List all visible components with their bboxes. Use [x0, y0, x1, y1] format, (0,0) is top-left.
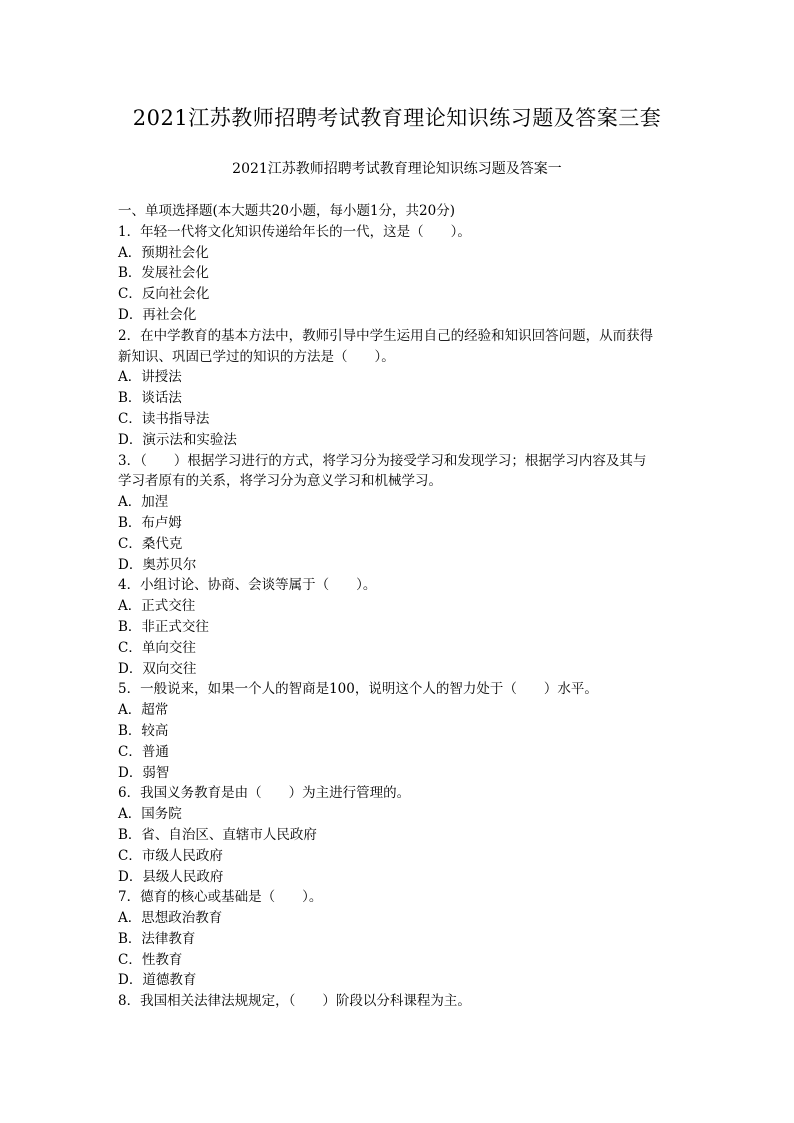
text-line: 6．我国义务教育是由（ ）为主进行管理的。 [118, 785, 411, 802]
text-line: C．桑代克 [118, 535, 183, 552]
text-line: A．讲授法 [118, 369, 182, 386]
text-line: C．读书指导法 [118, 410, 210, 427]
text-line: D．双向交往 [118, 660, 197, 677]
text-line: 学习者原有的关系，将学习分为意义学习和机械学习。 [118, 473, 442, 490]
section-title: 2021江苏教师招聘考试教育理论知识练习题及答案一 [232, 161, 562, 177]
text-line: 7．德育的核心或基础是（ ）。 [118, 889, 323, 906]
text-line: B．发展社会化 [118, 265, 209, 282]
text-line: C．性教育 [118, 951, 183, 968]
text-line: 3．（ ）根据学习进行的方式，将学习分为接受学习和发现学习；根据学习内容及其与 [118, 452, 647, 469]
text-line: B．法律教育 [118, 930, 196, 947]
text-line: A．国务院 [118, 806, 182, 823]
text-line: D．再社会化 [118, 306, 197, 323]
question-list [118, 201, 678, 1012]
text-line: 2．在中学教育的基本方法中，教师引导中学生运用自己的经验和知识回答问题，从而获得 [118, 327, 654, 344]
text-line: C．普通 [118, 743, 169, 760]
text-line: 8．我国相关法律法规规定，（ ）阶段以分科课程为主。 [118, 993, 471, 1010]
text-line: 一、单项选择题(本大题共20小题，每小题1分，共20分) [118, 203, 455, 219]
text-line: 1．年轻一代将文化知识传递给年长的一代，这是（ ）。 [118, 223, 471, 240]
text-line: C．反向社会化 [118, 286, 210, 303]
text-line: D．弱智 [118, 764, 170, 781]
text-line: A．思想政治教育 [118, 910, 223, 927]
text-line: A．预期社会化 [118, 244, 209, 261]
text-line: D．县级人民政府 [118, 868, 224, 885]
text-line: B．省、自治区、直辖市人民政府 [118, 826, 317, 843]
text-line: D．演示法和实验法 [118, 431, 237, 448]
text-line: B．非正式交往 [118, 618, 209, 635]
document-title: 2021江苏教师招聘考试教育理论知识练习题及答案三套 [132, 106, 662, 130]
text-line: 新知识、巩固已学过的知识的方法是（ ）。 [118, 348, 395, 365]
text-line: 4．小组讨论、协商、会谈等属于（ ）。 [118, 577, 377, 594]
text-line: B．较高 [118, 722, 169, 739]
text-line: B．布卢姆 [118, 514, 182, 531]
text-line: C．单向交往 [118, 639, 196, 656]
text-line: B．谈话法 [118, 390, 182, 407]
text-line: A．加涅 [118, 494, 169, 511]
text-line: 5．一般说来，如果一个人的智商是100，说明这个人的智力处于（ ）水平。 [118, 681, 598, 698]
text-line: C．市级人民政府 [118, 847, 223, 864]
text-line: A．正式交往 [118, 598, 196, 615]
text-line: A．超常 [118, 702, 169, 719]
text-line: D．奥苏贝尔 [118, 556, 197, 573]
text-line: D．道德教育 [118, 972, 197, 989]
